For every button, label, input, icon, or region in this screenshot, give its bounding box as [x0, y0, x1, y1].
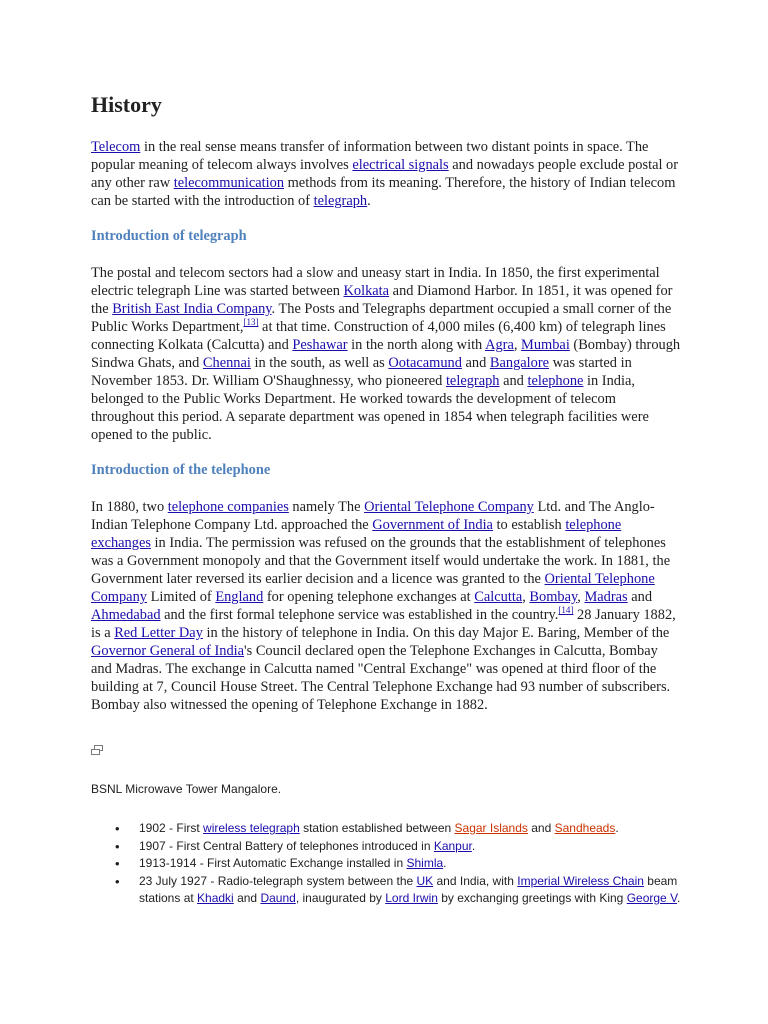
link-telegraph-2[interactable]: telegraph — [445, 373, 500, 389]
link-electrical-signals[interactable]: electrical signals — [352, 157, 449, 173]
link-khadki[interactable]: Khadki — [197, 891, 234, 905]
link-george-v[interactable]: George V — [626, 891, 677, 905]
list-item: • 23 July 1927 - Radio-telegraph system between the UK and India, with Imperial Wireless Chain beam stations at Khadki and Daund, inaugurated by Lord Irwin by exchanging greetings with King George V. — [111, 873, 681, 908]
list-item: • 1902 - First wireless telegraph station established between Sagar Islands and Sandheads. — [111, 820, 681, 838]
list-item: • 1913-1914 - First Automatic Exchange installed in Shimla. — [111, 855, 681, 873]
link-bombay[interactable]: Bombay — [529, 589, 578, 605]
link-daund[interactable]: Daund — [260, 891, 296, 905]
link-mumbai[interactable]: Mumbai — [521, 337, 570, 353]
link-kolkata[interactable]: Kolkata — [343, 283, 390, 299]
link-telecommunication[interactable]: telecommunication — [173, 175, 285, 191]
link-telephone[interactable]: telephone — [527, 373, 584, 389]
link-oriental-telephone-company[interactable]: Oriental Telephone Company — [364, 499, 534, 515]
intro-paragraph: Telecom in the real sense means transfer of information between two distant points in space. The popular meaning of telecom always involves electrical signals and nowadays people exclude postal or any other raw telecommunication methods from its meaning. Therefore, the history of Indian telecom can be started with the introduction of telegraph. — [91, 139, 679, 209]
link-chennai[interactable]: Chennai — [202, 355, 251, 371]
link-ootacamund[interactable]: Ootacamund — [388, 355, 462, 371]
link-telegraph[interactable]: telegraph — [313, 193, 368, 209]
link-lord-irwin[interactable]: Lord Irwin — [385, 891, 438, 905]
link-sandheads[interactable]: Sandheads — [554, 821, 616, 835]
page-title: History — [91, 92, 162, 117]
link-madras[interactable]: Madras — [584, 589, 628, 605]
list-item: • 1907 - First Central Battery of telephones introduced in Kanpur. — [111, 838, 681, 856]
link-sagar-islands[interactable]: Sagar Islands — [454, 821, 528, 835]
heading-telegraph: Introduction of telegraph — [91, 228, 247, 244]
link-england[interactable]: England — [215, 589, 264, 605]
link-calcutta[interactable]: Calcutta — [474, 589, 523, 605]
telegraph-paragraph: The postal and telecom sectors had a slow and uneasy start in India. In 1850, the first experimental electric telegraph Line was started between Kolkata and Diamond Harbor. In 1851, it was opened for the British East India Company. The Posts and Telegraphs department occupied a small corner of the Public Works Department,[13] at that time. Construction of 4,000 miles (6,400 km) of telegraph lines connecting Kolkata (Calcutta) and Peshawar in the north along with Agra, Mumbai (Bombay) through Sindwa Ghats, and Chennai in the south, as well as Ootacamund and Bangalore was started in November 1853. Dr. William O'Shaughnessy, who pioneered telegraph and telephone in India, belonged to the Public Works Department. He worked towards the development of telecom throughout this period. A separate department was opened in 1854 when telegraph facilities were opened to the public. — [91, 265, 681, 443]
heading-telephone: Introduction of the telephone — [91, 462, 271, 478]
telephone-paragraph: In 1880, two telephone companies namely The Oriental Telephone Company Ltd. and The Anglo-Indian Telephone Company Ltd. approached the Government of India to establish telephone exchanges in India. The permission was refused on the grounds that the establishment of telephones was a Government monopoly and that the Government itself would undertake the work. In 1881, the Government later reversed its earlier decision and a licence was granted to the Oriental Telephone Company Limited of England for opening telephone exchanges at Calcutta, Bombay, Madras and Ahmedabad and the first formal telephone service was established in the country.[14] 28 January 1882, is a Red Letter Day in the history of telephone in India. On this day Major E. Baring, Member of the Governor General of India's Council declared open the Telephone Exchanges in Calcutta, Bombay and Madras. The exchange in Calcutta named "Central Exchange" was opened at third floor of the building at 7, Council House Street. The Central Telephone Exchange had 93 number of subscribers. Bombay also witnessed the opening of Telephone Exchange in 1882. — [91, 499, 676, 713]
link-british-east-india-company[interactable]: British East India Company — [112, 301, 272, 317]
reference-13[interactable]: [13] — [243, 317, 259, 328]
broken-image-icon[interactable] — [91, 745, 105, 755]
link-government-of-india[interactable]: Government of India — [372, 517, 493, 533]
link-telephone-companies[interactable]: telephone companies — [167, 499, 289, 515]
link-bangalore[interactable]: Bangalore — [489, 355, 550, 371]
link-ahmedabad[interactable]: Ahmedabad — [91, 607, 161, 623]
link-telecom[interactable]: Telecom — [91, 139, 141, 155]
link-kanpur[interactable]: Kanpur — [433, 838, 472, 853]
link-oriental-telephone-company-2[interactable]: Oriental Telephone Company — [91, 571, 655, 605]
reference-14[interactable]: [14] — [558, 605, 574, 616]
image-caption: BSNL Microwave Tower Mangalore. — [91, 782, 282, 796]
link-governor-general-of-india[interactable]: Governor General of India — [91, 643, 245, 659]
link-agra[interactable]: Agra — [485, 337, 514, 353]
timeline-list — [111, 820, 681, 908]
link-shimla[interactable]: Shimla — [406, 856, 444, 870]
link-telephone-exchanges[interactable]: telephone exchanges — [91, 517, 622, 551]
link-uk[interactable]: UK — [416, 873, 434, 888]
link-imperial-wireless-chain[interactable]: Imperial Wireless Chain — [517, 873, 644, 888]
link-peshawar[interactable]: Peshawar — [292, 337, 348, 353]
link-red-letter-day[interactable]: Red Letter Day — [114, 625, 203, 641]
link-wireless-telegraph[interactable]: wireless telegraph — [203, 821, 300, 835]
